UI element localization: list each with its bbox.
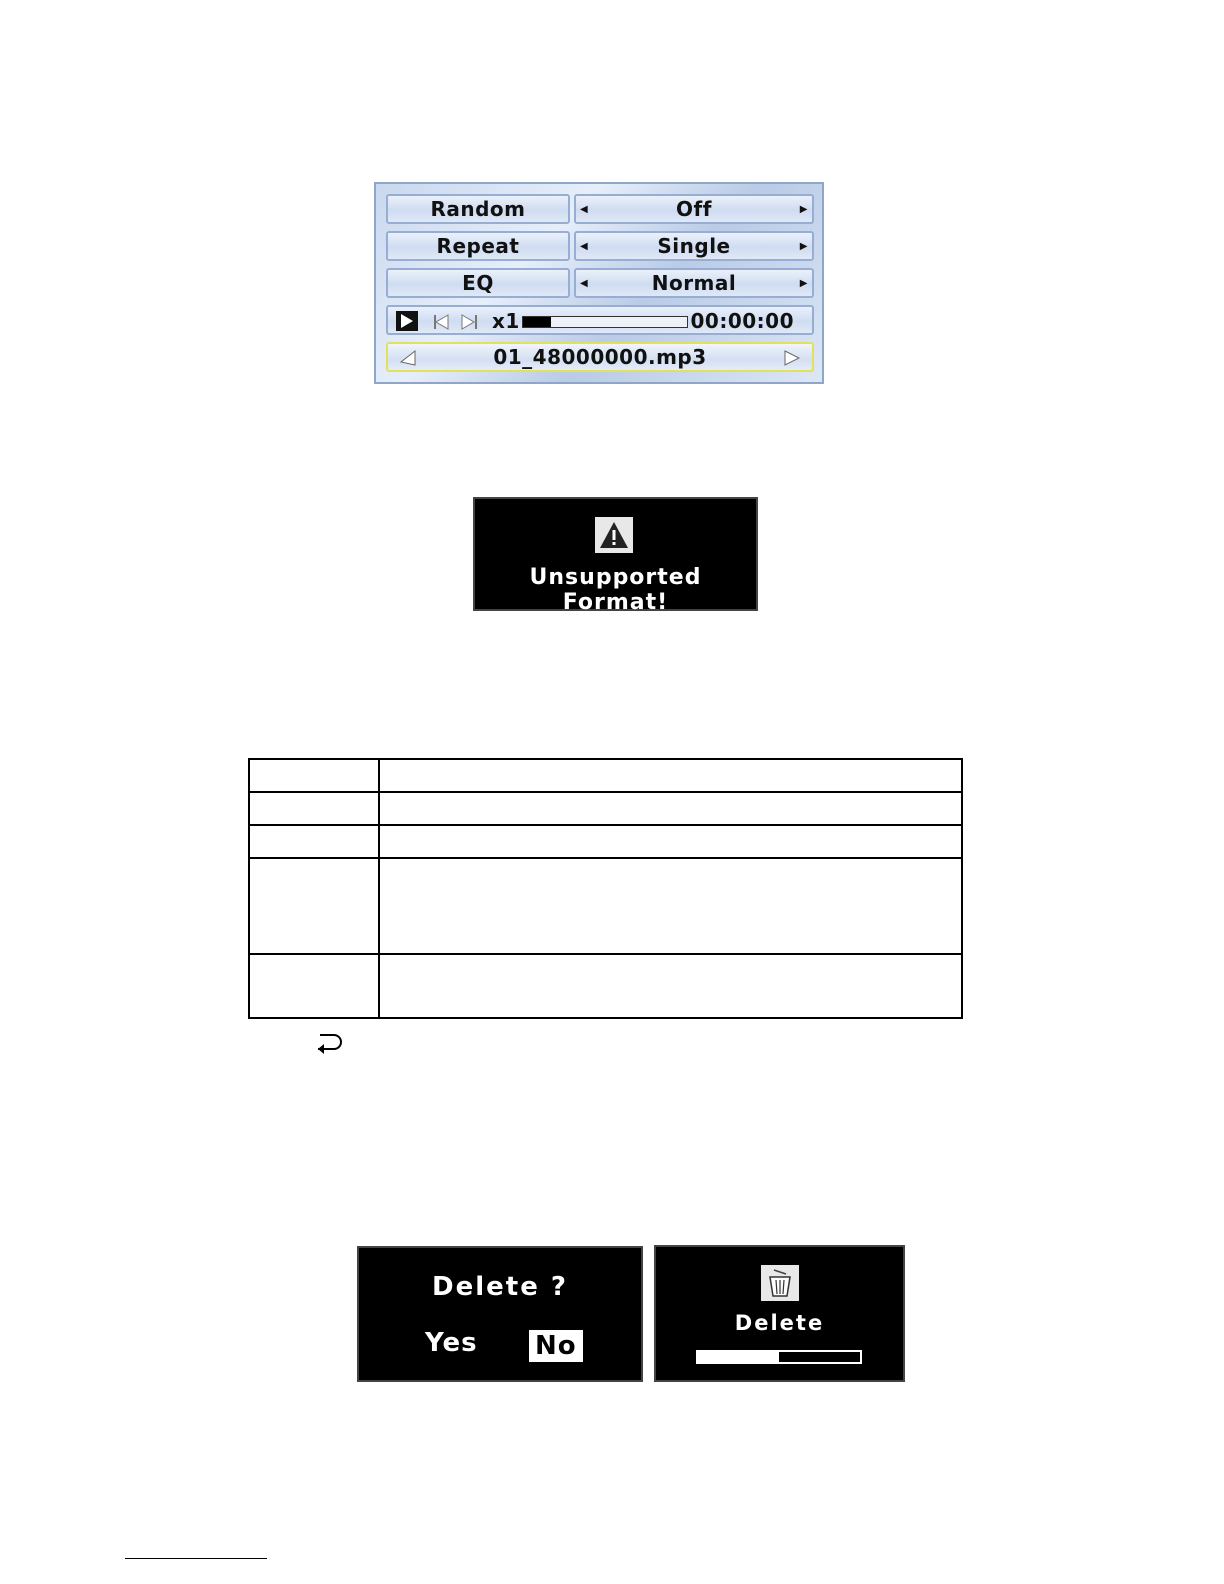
music-settings-panel: [374, 182, 824, 384]
setting-row-repeat: [386, 231, 814, 261]
arrow-right-icon[interactable]: ▶: [799, 241, 808, 252]
trash-icon: [761, 1265, 799, 1301]
table-row: [249, 825, 962, 858]
setting-row-eq: [386, 268, 814, 298]
fast-forward-icon[interactable]: [460, 313, 480, 331]
table-cell: [379, 792, 962, 825]
table-cell: [249, 825, 379, 858]
file-selector[interactable]: [386, 342, 814, 372]
playback-speed: x1: [492, 309, 520, 333]
delete-progress-bar: [696, 1350, 862, 1364]
next-file-icon[interactable]: [784, 350, 800, 366]
table-cell: [379, 825, 962, 858]
delete-progress-dialog: [654, 1245, 905, 1382]
table-row: [249, 954, 962, 1018]
table-cell: [249, 858, 379, 954]
setting-label: Repeat: [386, 231, 570, 261]
document-table: [248, 758, 963, 1019]
dialog-message: Unsupported Format!: [529, 565, 702, 615]
delete-confirm-dialog: [357, 1246, 643, 1382]
arrow-left-icon[interactable]: ◀: [580, 278, 589, 289]
previous-file-icon[interactable]: [400, 350, 416, 366]
table-row: [249, 858, 962, 954]
setting-label: Random: [386, 194, 570, 224]
table-cell: [379, 858, 962, 954]
table-cell: [379, 759, 962, 792]
setting-value-selector[interactable]: [574, 194, 814, 224]
yes-option[interactable]: Yes: [425, 1328, 478, 1358]
table-row: [249, 759, 962, 792]
playback-controls: [386, 305, 814, 335]
arrow-right-icon[interactable]: ▶: [799, 278, 808, 289]
setting-value-selector[interactable]: [574, 268, 814, 298]
play-icon: [400, 314, 414, 328]
delete-label: Delete: [734, 1311, 825, 1335]
footnote-rule: [125, 1558, 267, 1559]
rewind-icon[interactable]: [430, 313, 450, 331]
delete-question: Delete ?: [432, 1272, 568, 1302]
delete-progress-fill: [698, 1352, 779, 1362]
playback-bar: [386, 305, 814, 335]
arrow-left-icon[interactable]: ◀: [580, 204, 589, 215]
setting-value-selector[interactable]: [574, 231, 814, 261]
arrow-right-icon[interactable]: ▶: [799, 204, 808, 215]
setting-label: EQ: [386, 268, 570, 298]
table-cell: [249, 759, 379, 792]
table-cell: [249, 792, 379, 825]
setting-value: Single: [657, 234, 731, 258]
playback-progress-fill: [523, 317, 551, 327]
playback-time: 00:00:00: [690, 309, 794, 333]
table-row: [249, 792, 962, 825]
setting-value: Off: [676, 197, 712, 221]
setting-value: Normal: [651, 271, 737, 295]
arrow-left-icon[interactable]: ◀: [580, 241, 589, 252]
return-icon: [314, 1029, 344, 1055]
unsupported-format-dialog: [473, 497, 758, 615]
table-cell: [379, 954, 962, 1018]
warning-icon: [595, 517, 633, 553]
filename: 01_48000000.mp3: [493, 345, 707, 369]
no-option[interactable]: No: [529, 1330, 583, 1362]
file-selector-box[interactable]: [386, 342, 814, 372]
play-button[interactable]: [396, 311, 418, 331]
table-cell: [249, 954, 379, 1018]
setting-row-random: [386, 194, 814, 224]
playback-progress-bar[interactable]: [522, 316, 688, 328]
